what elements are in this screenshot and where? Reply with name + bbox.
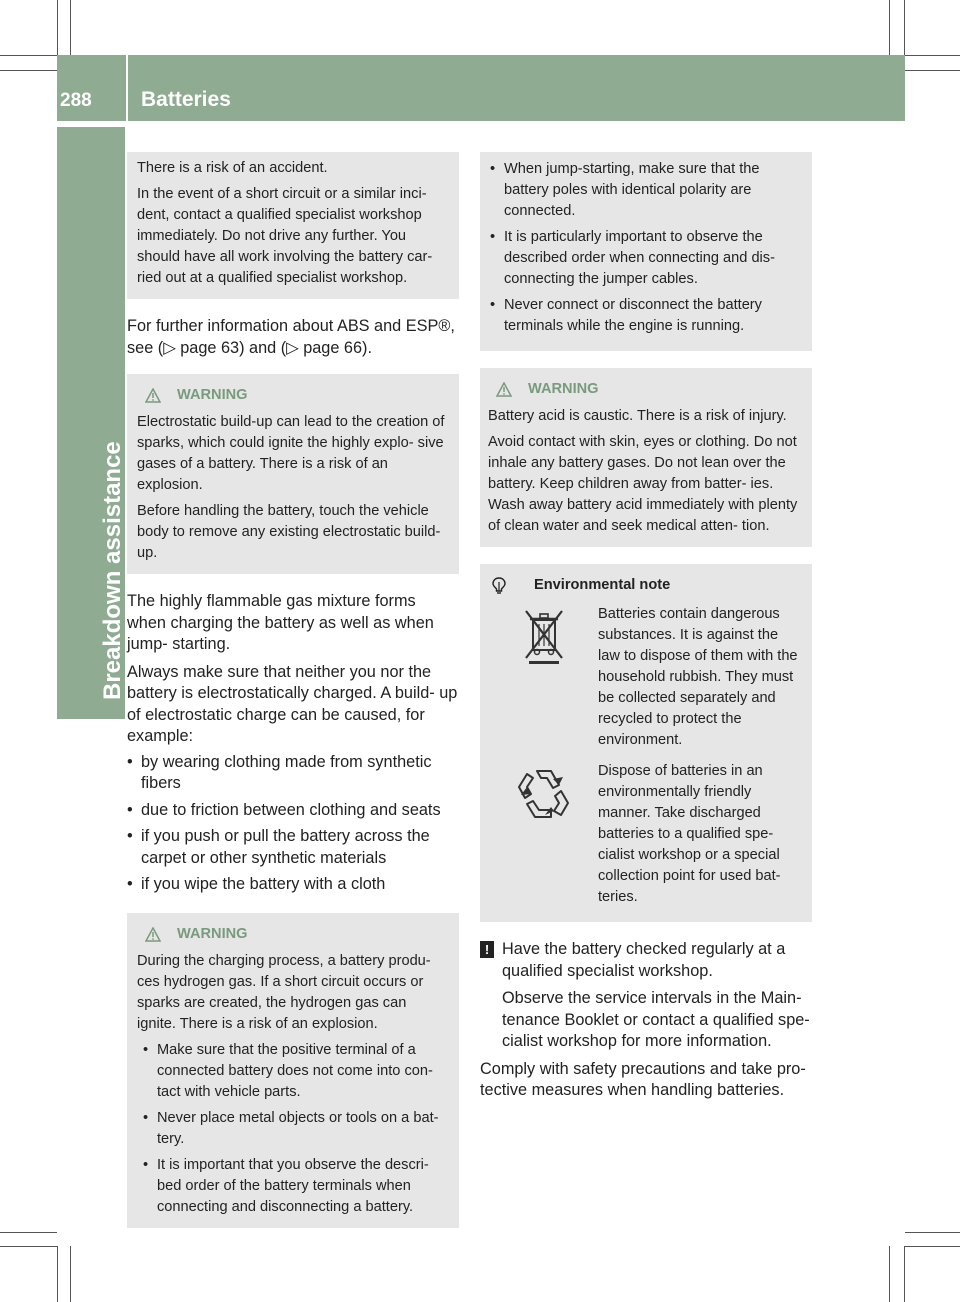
list-item: • When jump-starting, make sure that the battery poles with identical polarity are connected. (490, 159, 802, 222)
warning-text: During the charging process, a battery produ- ces hydrogen gas. If a short circuit occurs or sparks are created, the hydrogen gas can ignite. There is a risk of an explosion. (137, 952, 431, 1032)
crop-mark (0, 70, 57, 71)
list-item: • by wearing clothing made from synthetic fibers (127, 752, 459, 795)
warning-box (127, 374, 459, 574)
header-separator (126, 55, 128, 121)
note-block (480, 939, 812, 1059)
note-text: Have the battery checked regularly at a qualified specialist workshop. (502, 940, 786, 980)
crop-mark (905, 1232, 960, 1233)
side-tab-label: Breakdown assistance (99, 441, 126, 700)
warning-text: Before handling the battery, touch the vehicle body to remove any existing electrostatic build-up. (137, 503, 441, 561)
environmental-note-heading (490, 575, 802, 596)
note-exclamation-icon: ! (480, 941, 494, 958)
right-column (480, 152, 812, 1108)
crop-mark (0, 1232, 57, 1233)
recycle-text: Dispose of batteries in an environmentally friendly manner. Take discharged batteries to a qualified spe- cialist workshop or a special collection point for used bat- teries. (598, 763, 781, 905)
accident-box (127, 152, 459, 299)
warning-title: WARNING (177, 387, 248, 403)
warning-heading (488, 379, 802, 400)
list-item: • if you wipe the battery with a cloth (127, 874, 459, 896)
section-title: Batteries (141, 88, 231, 111)
disposal-row (490, 604, 802, 751)
crop-mark (0, 1246, 57, 1247)
crop-mark (70, 1246, 71, 1302)
warning-list (143, 1040, 449, 1218)
static-list (127, 752, 459, 896)
bulb-icon (492, 577, 506, 595)
list-item: • Never place metal objects or tools on a bat- tery. (143, 1108, 449, 1150)
warning-box (127, 913, 459, 1228)
abs-paragraph: For further information about ABS and ESP®, see (▷ page 63) and (▷ page 66). (127, 317, 455, 357)
warning-triangle-icon (145, 927, 161, 942)
disposal-text: Batteries contain dangerous substances. It is against the law to dispose of them with the household rubbish. They must be collected separately and recycled to protect the environment. (598, 606, 798, 748)
icon-holder (490, 761, 598, 908)
crop-mark (57, 0, 58, 55)
note-text: Observe the service intervals in the Main- tenance Booklet or contact a qualified spe- cialist workshop for more information. (502, 989, 810, 1050)
note-content (502, 939, 812, 1059)
warning-text: Battery acid is caustic. There is a risk of injury. (488, 408, 787, 424)
warning-triangle-icon (145, 388, 161, 403)
warning-heading (137, 385, 449, 406)
crop-mark (904, 1246, 905, 1302)
crop-mark (905, 70, 960, 71)
jump-start-list (490, 159, 802, 337)
warning-box (480, 368, 812, 547)
list-item: • It is particularly important to observe the described order when connecting and dis- connecting the jumper cables. (490, 227, 802, 290)
warning-text: Electrostatic build-up can lead to the creation of sparks, which could ignite the highly explo- sive gases of a battery. There is a risk of an explosion. (137, 414, 445, 493)
warning-heading (137, 924, 449, 945)
crop-mark (70, 0, 71, 55)
recycle-row (490, 761, 802, 908)
crossed-bin-icon (521, 608, 567, 666)
crop-mark (889, 0, 890, 55)
environmental-note-box (480, 564, 812, 922)
list-item: • It is important that you observe the descri- bed order of the battery terminals when connecting and disconnecting a battery. (143, 1155, 449, 1218)
recycle-icon (515, 765, 573, 821)
crop-mark (905, 1246, 960, 1247)
gas-paragraph: The highly flammable gas mixture forms when charging the battery as well as when jump- starting. (127, 592, 434, 653)
box-text: In the event of a short circuit or a similar inci- dent, contact a qualified specialist workshop immediately. Do not drive any further. You should have all work involving the battery car- ried out at a qualified specialist workshop. (137, 186, 433, 286)
crop-mark (904, 0, 905, 55)
warning-title: WARNING (528, 381, 599, 397)
box-text: There is a risk of an accident. (137, 160, 328, 176)
warning-text: Avoid contact with skin, eyes or clothing. Do not inhale any battery gases. Do not lean over the battery. Keep children away from batter- ies. Wash away battery acid immediately with plenty of clean water and seek medical atten- tion. (488, 434, 798, 534)
crop-mark (889, 1246, 890, 1302)
page-number: 288 (60, 90, 92, 111)
list-item: • if you push or pull the battery across the carpet or other synthetic materials (127, 826, 459, 869)
list-item: • Never connect or disconnect the battery terminals while the engine is running. (490, 295, 802, 337)
crop-mark (905, 55, 960, 56)
list-item: • Make sure that the positive terminal of a connected battery does not come into con- tact with vehicle parts. (143, 1040, 449, 1103)
crop-mark (57, 1246, 58, 1302)
final-paragraph: Comply with safety precautions and take pro- tective measures when handling batteries. (480, 1059, 806, 1099)
warning-title: WARNING (177, 925, 248, 942)
static-paragraph: Always make sure that neither you nor the battery is electrostatically charged. A build- up of electrostatic charge can be caused, for example: (127, 662, 458, 745)
icon-holder (490, 604, 598, 751)
environmental-note-title: Environmental note (534, 577, 671, 593)
left-column (127, 152, 459, 1245)
jump-start-box (480, 152, 812, 351)
warning-triangle-icon (496, 382, 512, 397)
crop-mark (0, 55, 57, 56)
list-item: • due to friction between clothing and seats (127, 800, 459, 822)
